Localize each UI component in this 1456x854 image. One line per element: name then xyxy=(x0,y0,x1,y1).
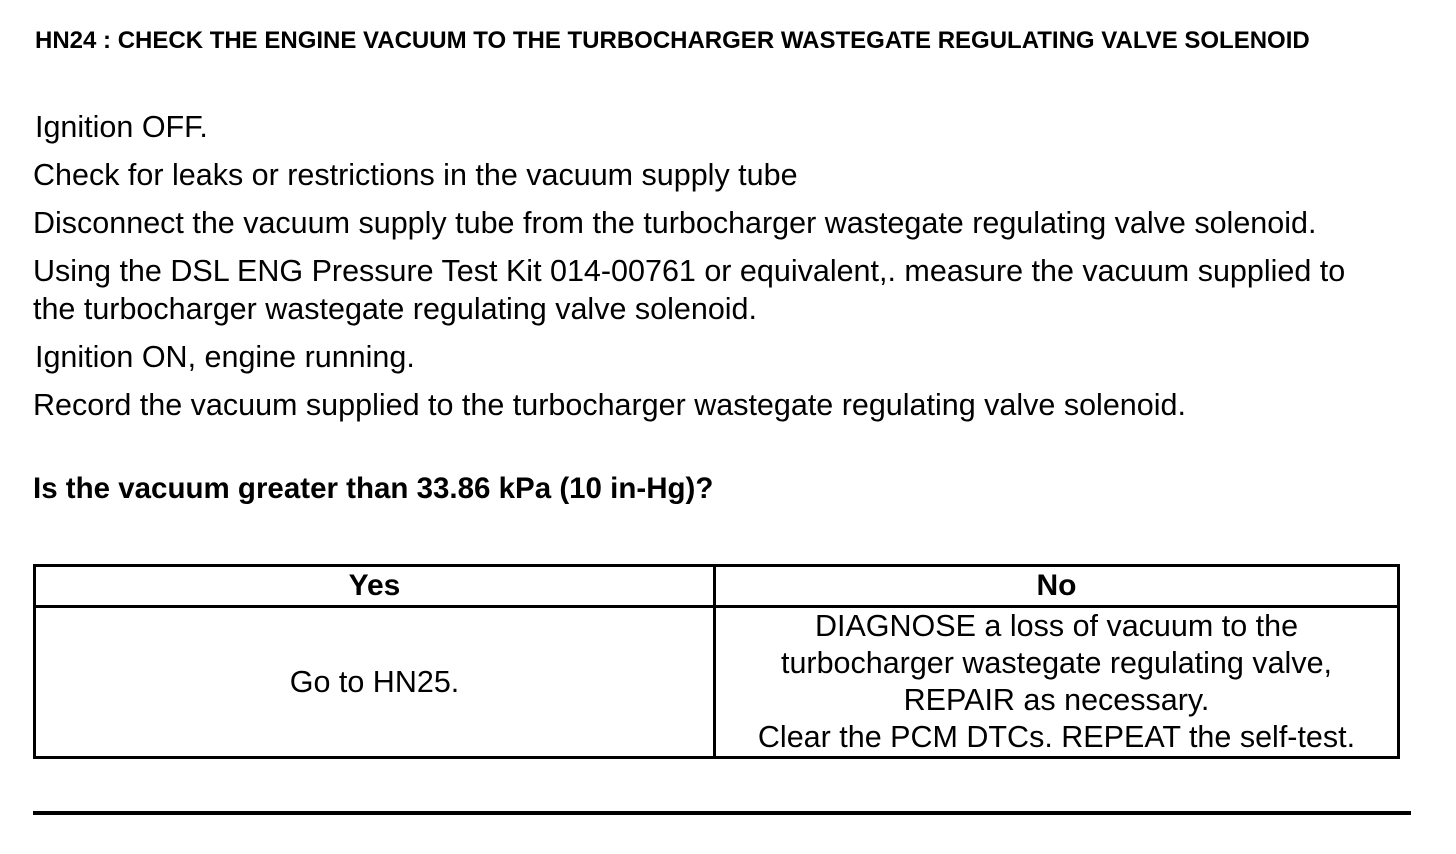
no-action-line: Clear the PCM DTCs. REPEAT the self-test. xyxy=(757,720,1356,754)
yes-action-cell: Go to HN25. xyxy=(35,607,715,758)
instruction-step: Check for leaks or restrictions in the vacuum supply tube xyxy=(33,158,798,192)
instruction-step: Disconnect the vacuum supply tube from the turbocharger wastegate regulating valve solenoid. xyxy=(33,206,1317,240)
instruction-step: Ignition ON, engine running. xyxy=(35,340,415,374)
instruction-step: Record the vacuum supplied to the turbocharger wastegate regulating valve solenoid. xyxy=(33,388,1186,422)
no-action-line: DIAGNOSE a loss of vacuum to the xyxy=(814,609,1299,643)
table-header-row xyxy=(35,566,1399,607)
section-divider xyxy=(33,811,1411,815)
step-heading: HN24 : CHECK THE ENGINE VACUUM TO THE TURBOCHARGER WASTEGATE REGULATING VALVE SOLENOID xyxy=(35,27,1310,54)
instruction-step: Ignition OFF. xyxy=(35,110,208,144)
no-column-header: No xyxy=(715,566,1399,607)
decision-table xyxy=(33,564,1400,759)
instruction-step: Using the DSL ENG Pressure Test Kit 014-00761 or equivalent,. measure the vacuum supplied to the turbocharger wastegate regulating valve solenoid. xyxy=(33,254,1346,326)
instruction-list xyxy=(33,108,1353,434)
yes-column-header: Yes xyxy=(35,566,715,607)
no-action-line: REPAIR as necessary. xyxy=(903,683,1210,717)
no-action-line: turbocharger wastegate regulating valve, xyxy=(780,646,1333,680)
no-action-cell xyxy=(715,607,1399,758)
table-row xyxy=(35,607,1399,758)
decision-question: Is the vacuum greater than 33.86 kPa (10 in-Hg)? xyxy=(33,472,714,505)
